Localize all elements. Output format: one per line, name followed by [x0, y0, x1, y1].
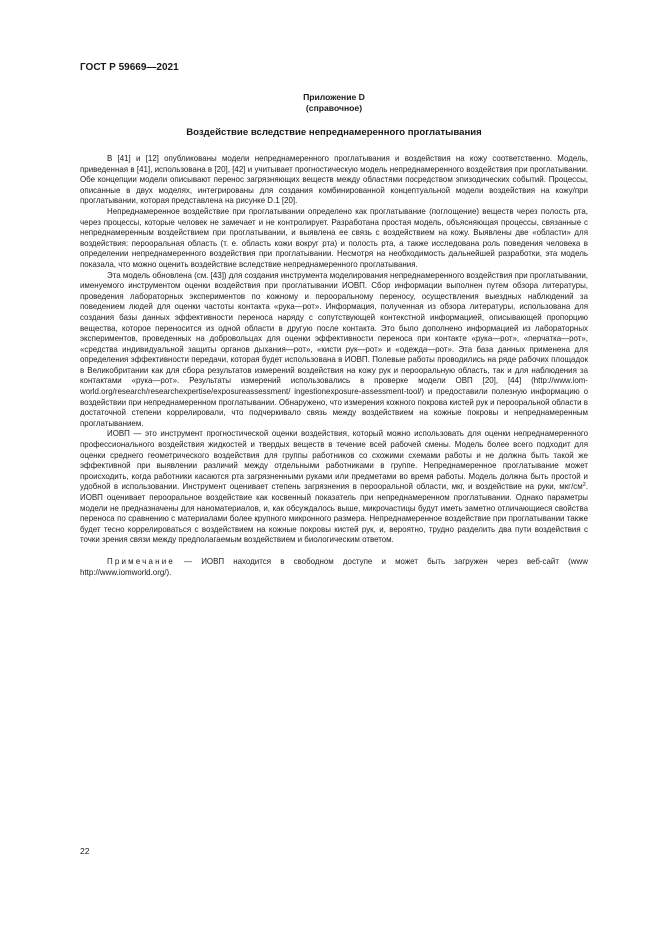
annex-heading [80, 92, 588, 114]
document-code: ГОСТ Р 59669—2021 [80, 62, 179, 73]
section-title: Воздействие вследствие непреднамеренного проглатывания [186, 127, 482, 138]
note-text: — ИОВП находится в свободном доступе и может быть загружен через веб-сайт (www http://www.iomworld.org/). [80, 556, 588, 577]
annex-title: Приложение D [303, 92, 365, 102]
superscript-2: 2 [582, 482, 586, 489]
paragraph-3: Эта модель обновлена (см. [43]) для создания инструмента моделирования непреднамеренного воздействия при проглатывании, именуемого инструментом оценки воздействия при проглатывании ИОВП. Сбор информации выполнен путем обзора литературы, проведения лабораторных экспериментов по кожному и перооральному переносу, осуществления выездных наблюдений за поведением людей для оценки частоты контакта «рука—рот». Информация, полученная из обзора литературы, использована для создания базы данных эффективности переноса наряду с сопутствующей контекстной информацией, описывающей пропорцию вещества, которое переносится из одной области в другую после контакта. Это было дополнено информацией из лабораторных экспериментов, проведенных на добровольцах для оценки эффективности переноса при контакте «рука—рот», «перчатка—рот», «средства индивидуальной защиты органов дыхания—рот», «кисти рук—рот» и «одежда—рот». Эта база данных применена для определения эффективности передачи, которая будет использована в ИОВП. Полевые работы проводились на ряде рабочих площадок в Великобритании как для сбора результатов измерений воздействия на кожу рук и перооральную область, так и для наблюдения за контактами «рука—рот». Результаты измерений использовались в проверке модели ОВП [20], [44] (http://www.iom-world.org/research/researchexpertise/exposureassessment/ ingestionexposure-assessment-tool/) и предоставили полезную информацию о воздействии при непреднамеренном проглатывании. Обнаружено, что измерения кожного покрова кистей рук и перооральной области в достаточной степени коррелировали, что подчеркивало связь между воздействием на кожные покровы и непреднамеренным проглатыванием. [80, 270, 588, 428]
page-number: 22 [80, 846, 90, 856]
paragraph-4 [80, 429, 588, 546]
note-label: Примечание [107, 556, 175, 566]
annex-subtitle: (справочное) [305, 103, 363, 113]
paragraph-4-part-1: ИОВП — это инструмент прогностической оценки воздействия, который можно использовать для оценки непреднамеренного профессионального воздействия жидкостей и твердых веществ в течение всей рабочей смены. Модель более всего подходит для оценки среднего геометрического воздействия для группы работников со схожими схемами работы и не должна быть такой же эффективной при выявлении различий между отдельными работниками в группе. Непреднамеренное проглатывание может происходить, когда работники касаются рта загрязненными руками или предметами во время работы. Модель должна быть простой и удобной в использовании. Инструмент оценивает степень загрязнения в перооральной области, мкг, и воздействие на руки, мкг/см [80, 429, 588, 492]
document-body [80, 154, 588, 578]
paragraph-1: В [41] и [12] опубликованы модели непреднамеренного проглатывания и воздействия на кожу соответственно. Модель, приведенная в [41], использована в [20], [42] и учитывает прогностическую модель непреднамеренного воздействия при проглатывании. Обе концепции модели описывают перенос загрязняющих веществ между областями посредством эпизодических событий. Процессы, описанные в двух моделях, интегрированы для создания комбинированной концептуальной модели воздействия на кожу/при проглатывании, которая представлена на рисунке D.1 [20]. [80, 154, 588, 206]
paragraph-4-part-2: . ИОВП оценивает перооральное воздействие как косвенный показатель при непреднамеренном проглатывании. Однако параметры модели не предназначены для наноматериалов, и, как обсуждалось выше, микрочастицы будут иметь заметно отличающиеся свойства переноса по сравнению с материалами более крупного микронного размера. Непреднамеренное воздействие при проглатывании также будет тесно коррелироваться с воздействием на кожные покровы кистей рук, и, вероятно, трудно разделить два пути воздействия с точки зрения связи между предполагаемым воздействием и биологическим ответом. [80, 482, 588, 545]
paragraph-2: Непреднамеренное воздействие при проглатывании определено как проглатывание (поглощение) веществ через полость рта, через процессы, которые человек не замечает и не контролирует. Разработана простая модель, объясняющая процессы, связанные с непреднамеренным воздействием при проглатывании, и выявлена ее связь с воздействием на кожу. Выявлены две «области» для воздействия: перооральная область (т. е. область кожи вокруг рта) и полость рта, а также исследована роль поведения человека в определении непреднамеренного воздействия при проглатывании. Несмотря на необходимость дальнейшей разработки, эта модель показала, что можно оценить воздействие вследствие непреднамеренного проглатывания. [80, 206, 588, 269]
note [80, 557, 588, 578]
